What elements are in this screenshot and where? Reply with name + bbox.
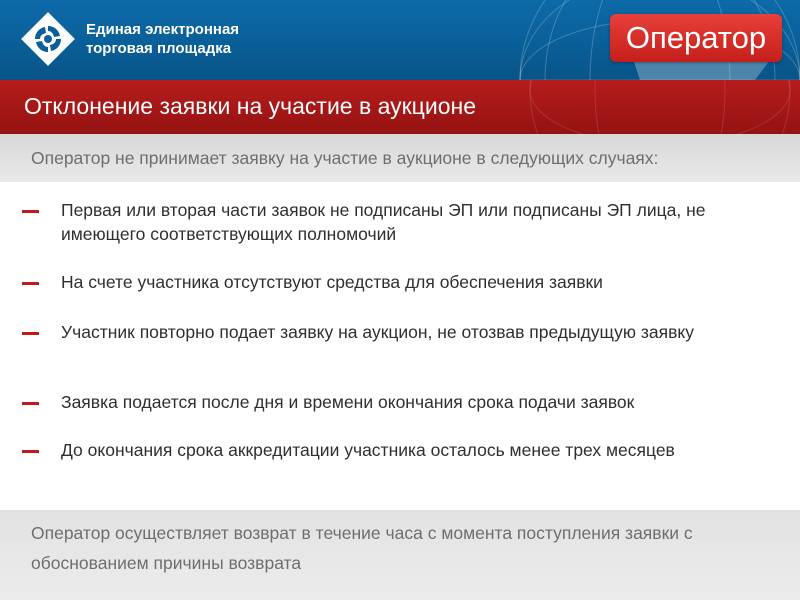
dash-bullet-icon [22, 402, 39, 405]
dash-bullet-icon [22, 332, 39, 335]
dash-bullet-icon [22, 210, 39, 213]
bullet-text: На счете участника отсутствуют средства для обеспечения заявки [61, 272, 603, 292]
intro-text: Оператор не принимает заявку на участие в аукционе в следующих случаях: [31, 148, 659, 168]
operator-button[interactable]: Оператор [610, 14, 782, 62]
bullet-text: До окончания срока аккредитации участника осталось менее трех месяцев [61, 440, 675, 460]
bullet-text: Участник повторно подает заявку на аукцион, не отозвав предыдущую заявку [61, 322, 695, 342]
footer-band [0, 510, 800, 600]
footer-text: Оператор осуществляет возврат в течение часа с момента поступления заявки с обоснованием причины возврата [31, 523, 693, 573]
logo-text [86, 20, 239, 58]
header-bar [0, 0, 800, 80]
page-title: Отклонение заявки на участие в аукционе [24, 93, 476, 119]
dash-bullet-icon [22, 282, 39, 285]
logo-line-1: Единая электронная [86, 21, 240, 38]
logo-icon [21, 12, 75, 66]
globe-lines-icon [520, 80, 800, 134]
dash-bullet-icon [22, 450, 39, 453]
title-bar [0, 80, 800, 134]
bullet-text: Заявка подается после дня и времени окончания срока подачи заявок [61, 392, 635, 412]
logo-line-2: торговая площадка [86, 40, 232, 57]
bullet-text: Первая или вторая части заявок не подписаны ЭП или подписаны ЭП лица, не имеющего соответствующих полномочий [61, 200, 706, 244]
intro-band [0, 134, 800, 182]
